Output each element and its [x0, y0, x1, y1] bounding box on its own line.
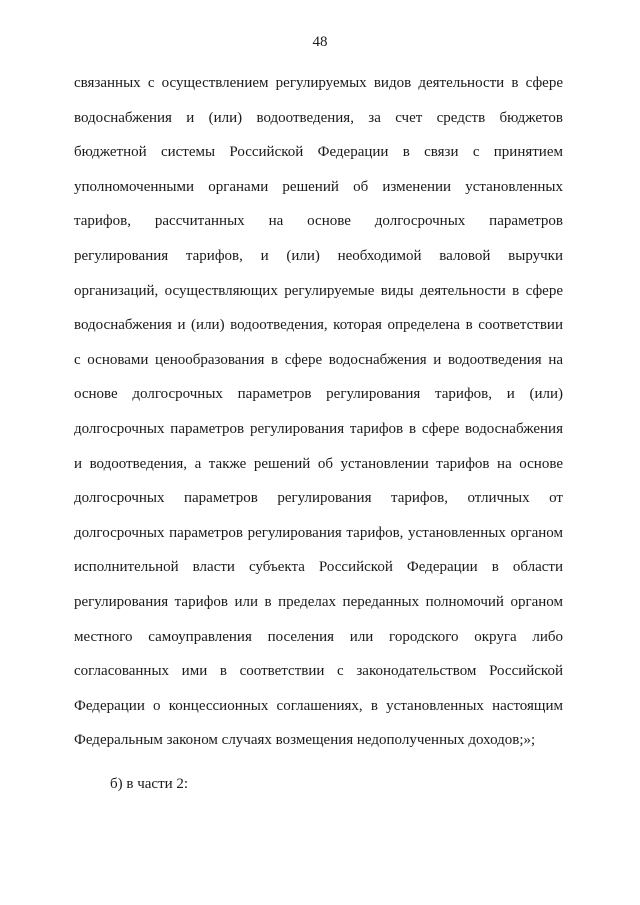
- text-line: уполномоченными органами решений об изменении установленных: [74, 178, 563, 195]
- text-line: долгосрочных параметров регулирования тарифов в сфере водоснабжения: [74, 420, 563, 437]
- text-line: регулирования тарифов или в пределах переданных полномочий органом: [74, 593, 563, 610]
- text-line: и водоотведения, а также решений об установлении тарифов на основе: [74, 455, 563, 472]
- subitem-heading: б) в части 2:: [110, 776, 189, 792]
- text-line: согласованных ими в соответствии с законодательством Российской: [74, 663, 563, 680]
- text-line: водоснабжения и (или) водоотведения, за счет средств бюджетов: [74, 109, 563, 126]
- text-line: Федерации о концессионных соглашениях, в установленных настоящим: [74, 697, 563, 714]
- text-line: связанных с осуществлением регулируемых видов деятельности в сфере: [74, 75, 563, 91]
- text-line: долгосрочных параметров регулирования тарифов, отличных от: [74, 490, 563, 507]
- text-line: исполнительной власти субъекта Российской Федерации в области: [74, 559, 563, 576]
- page-number: 48: [312, 34, 328, 50]
- text-line: бюджетной системы Российской Федерации в связи с принятием: [74, 144, 563, 161]
- text-line: регулирования тарифов, и (или) необходимой валовой выручки: [74, 247, 563, 264]
- text-line: с основами ценообразования в сфере водоснабжения и водоотведения на: [74, 351, 563, 368]
- text-line: местного самоуправления поселения или городского округа либо: [74, 628, 563, 645]
- text-line: организаций, осуществляющих регулируемые виды деятельности в сфере: [74, 282, 563, 299]
- text-line: водоснабжения и (или) водоотведения, которая определена в соответствии: [74, 317, 563, 334]
- text-line: тарифов, рассчитанных на основе долгосрочных параметров: [74, 213, 563, 230]
- body-text: [74, 72, 563, 764]
- text-line: долгосрочных параметров регулирования тарифов, установленных органом: [74, 524, 563, 541]
- text-line: основе долгосрочных параметров регулирования тарифов, и (или): [74, 386, 563, 403]
- text-line-last: Федеральным законом случаях возмещения недополученных доходов;»;: [74, 732, 536, 749]
